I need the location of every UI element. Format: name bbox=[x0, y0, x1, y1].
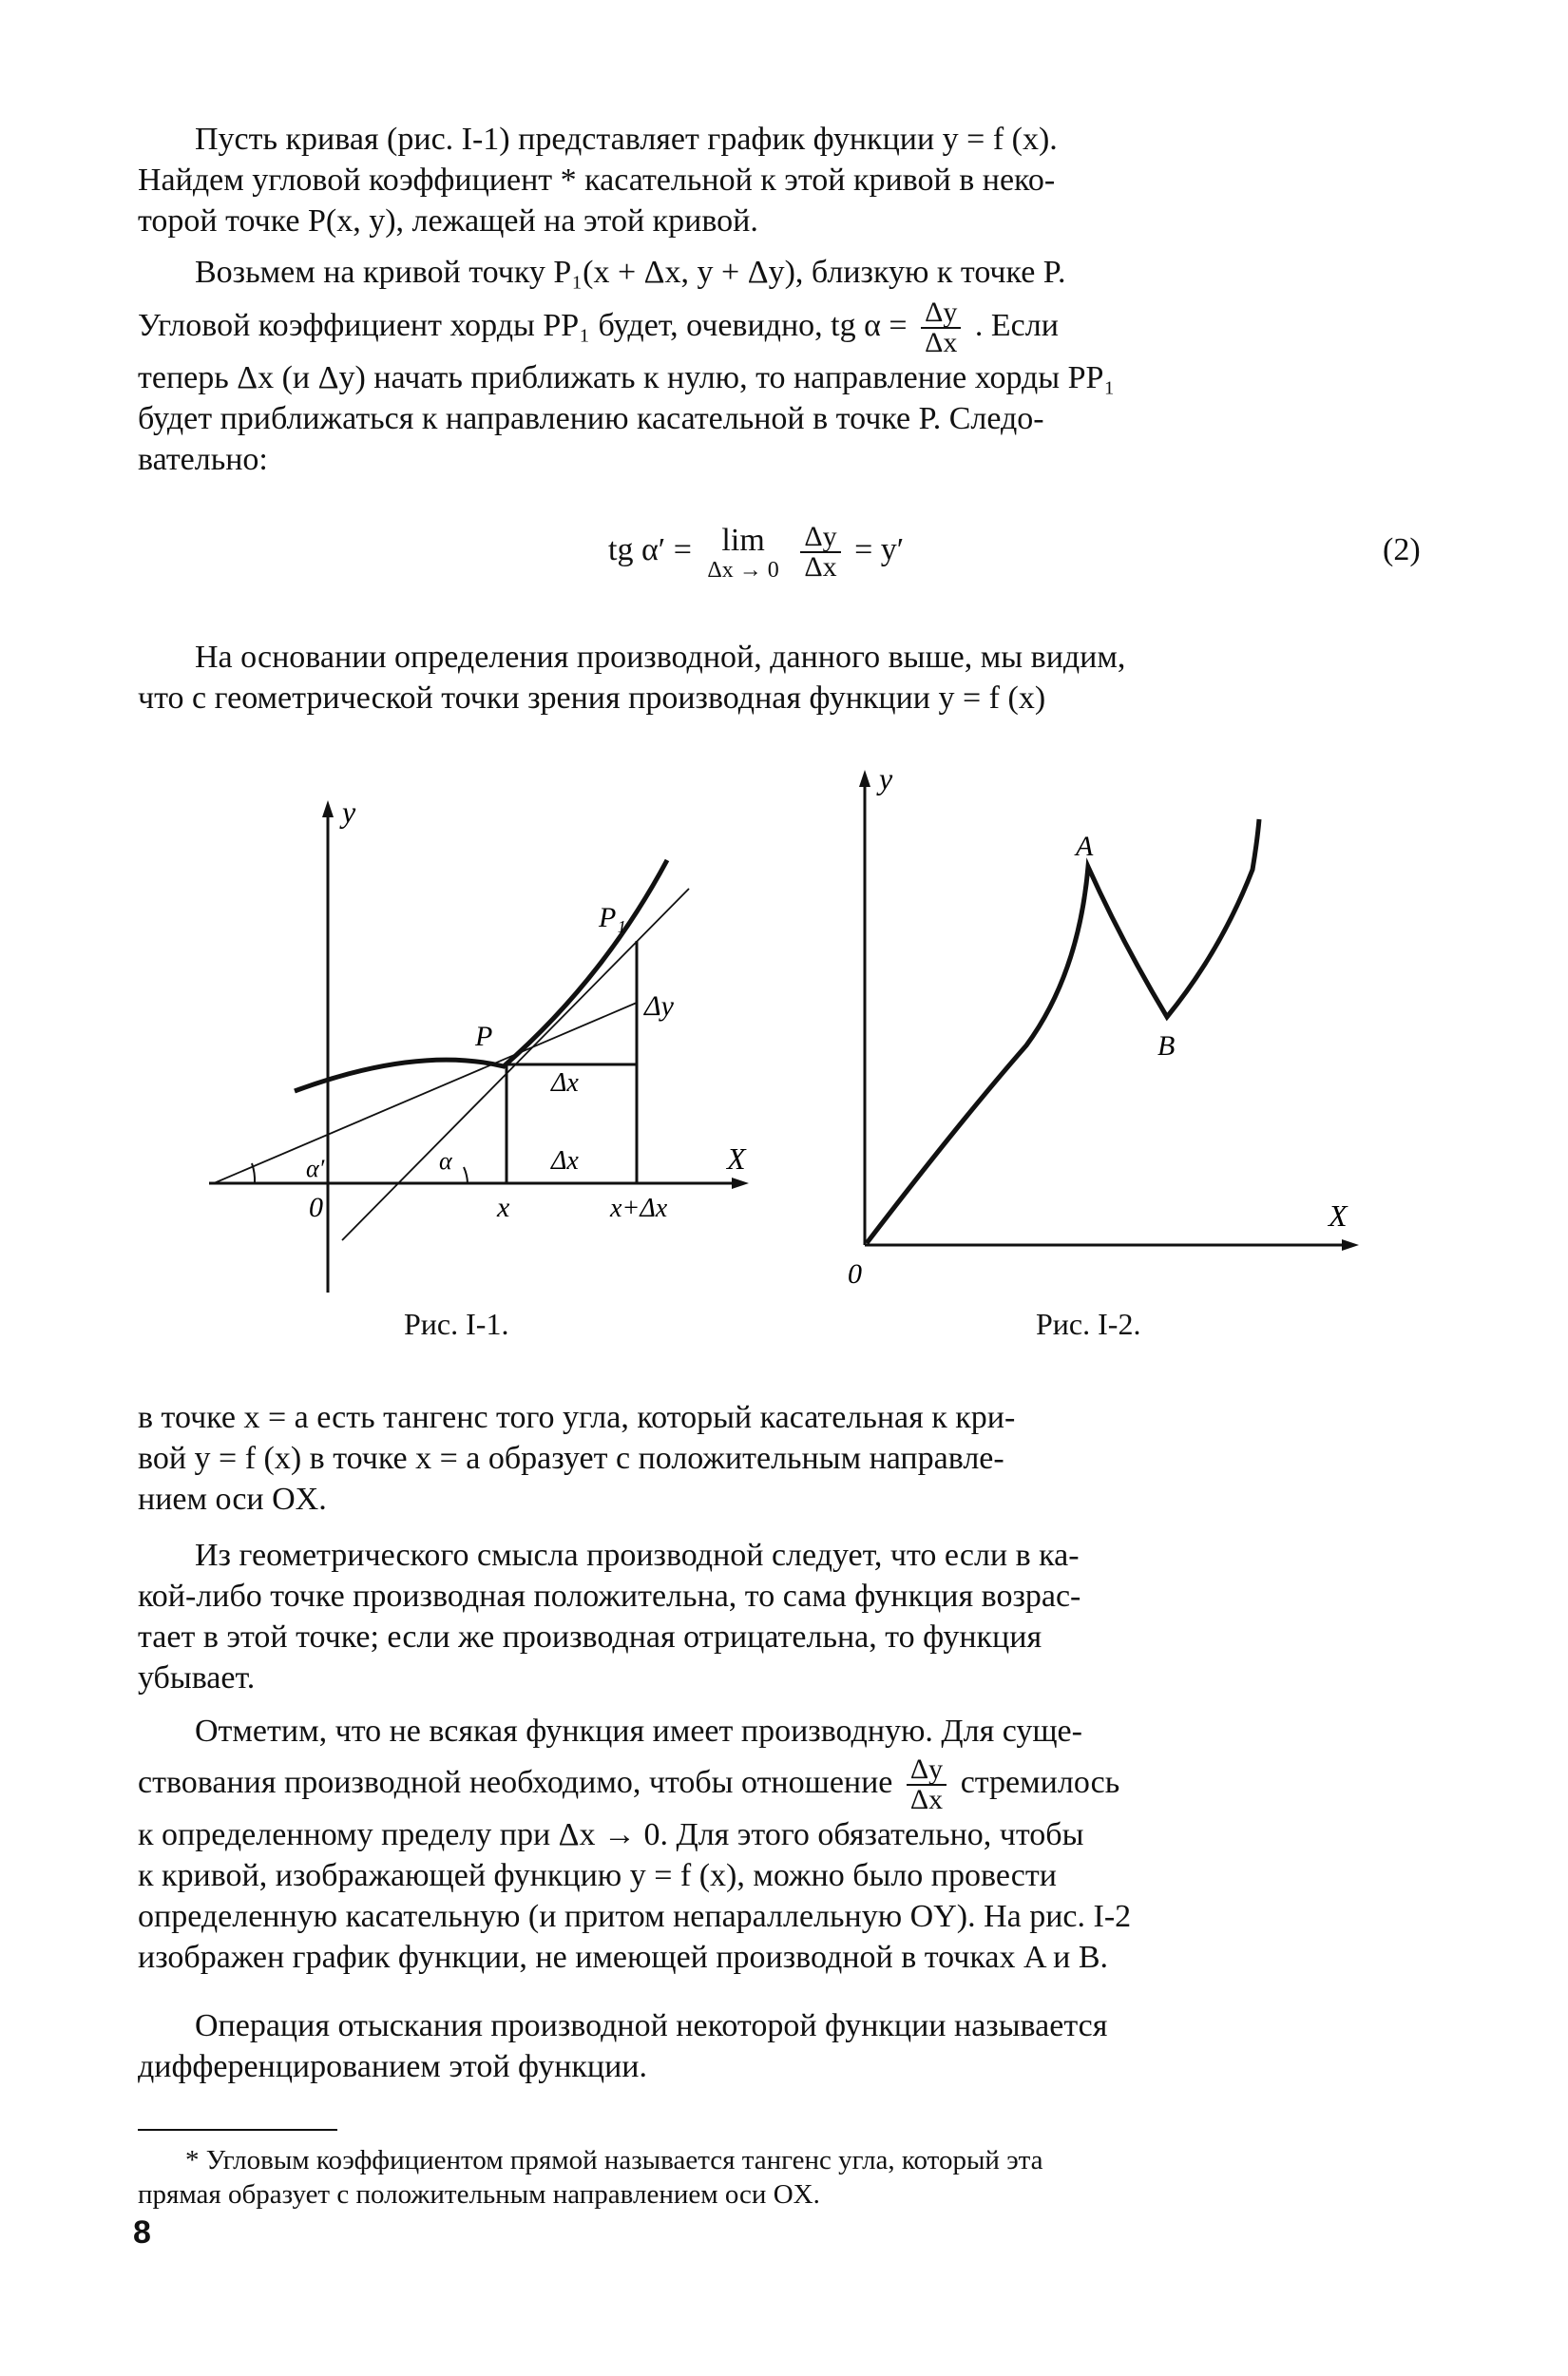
non-differentiable-curve bbox=[867, 819, 1259, 1243]
label-x-axis: X bbox=[1329, 1198, 1348, 1233]
y-axis-arrow-icon bbox=[859, 770, 870, 787]
limit-label: lim bbox=[721, 523, 765, 558]
text-line: к определенному пределу при Δx → 0. Для этого обязательно, чтобы bbox=[138, 1817, 1084, 1852]
text-line: На основании определения производной, данного выше, мы видим, bbox=[195, 640, 1126, 675]
text-line: Отметим, что не всякая функция имеет производную. Для суще- bbox=[195, 1714, 1082, 1749]
paragraph-2 bbox=[138, 252, 1435, 480]
paragraph-5 bbox=[138, 1535, 1435, 1698]
text-line-with-fraction bbox=[138, 1755, 1435, 1814]
text-line-with-fraction bbox=[138, 298, 1435, 357]
fraction-numerator: Δy bbox=[907, 1755, 947, 1786]
fraction-denominator: Δx bbox=[804, 551, 837, 583]
paragraph-4 bbox=[138, 1397, 1435, 1520]
label-a: A bbox=[1076, 831, 1094, 862]
paragraph-7 bbox=[138, 2005, 1435, 2087]
y-axis-arrow-icon bbox=[322, 800, 334, 817]
fraction-denominator: Δx bbox=[909, 1784, 944, 1815]
text-line: определенную касательную (и притом непараллельную OY). На рис. I-2 bbox=[138, 1899, 1132, 1934]
text-fragment: . Если bbox=[974, 307, 1059, 343]
label-dy: Δy bbox=[644, 990, 674, 1022]
fraction-numerator: Δy bbox=[800, 523, 840, 553]
label-origin: 0 bbox=[309, 1192, 323, 1223]
formula-2 bbox=[608, 523, 904, 582]
text-fragment: Угловой коэффициент хорды PP₁ будет, очевидно, tg α = bbox=[138, 307, 908, 343]
footnote-separator bbox=[138, 2129, 337, 2131]
text-fragment: ствования производной необходимо, чтобы отношение bbox=[138, 1764, 893, 1800]
fraction-dy-dx bbox=[800, 523, 840, 582]
label-origin: 0 bbox=[848, 1258, 862, 1290]
text-line: тает в этой точке; если же производная отрицательна, то функция bbox=[138, 1619, 1042, 1655]
text-line: нием оси OX. bbox=[138, 1482, 327, 1517]
text-line: вой y = f (x) в точке x = a образует с положительным направле- bbox=[138, 1441, 1004, 1476]
text-line: Операция отыскания производной некоторой функции называется bbox=[195, 2008, 1108, 2043]
paragraph-3 bbox=[138, 637, 1435, 719]
text-line: изображен график функции, не имеющей производной в точках A и B. bbox=[138, 1940, 1109, 1975]
figure-1-caption: Рис. I-1. bbox=[404, 1307, 509, 1341]
footnote-line: прямая образует с положительным направлением оси OX. bbox=[138, 2179, 820, 2210]
text-line: что с геометрической точки зрения производная функции y = f (x) bbox=[138, 680, 1046, 716]
label-p: P bbox=[475, 1021, 493, 1052]
text-line: будет приближаться к направлению касательной в точке P. Следо- bbox=[138, 401, 1044, 436]
formula-rhs: = y′ bbox=[854, 531, 905, 567]
angle-arc-alpha bbox=[464, 1167, 468, 1183]
text-line: дифференцированием этой функции. bbox=[138, 2049, 647, 2084]
figure-2 bbox=[836, 760, 1368, 1293]
label-y: y bbox=[342, 798, 356, 829]
label-x-plus-dx: x+Δx bbox=[610, 1194, 668, 1223]
label-dx-lower: Δx bbox=[551, 1146, 579, 1176]
label-b: B bbox=[1157, 1030, 1176, 1062]
figure-1 bbox=[200, 798, 770, 1293]
label-alpha-prime: α′ bbox=[306, 1155, 325, 1182]
page-number: 8 bbox=[133, 2214, 151, 2251]
text-line: Возьмем на кривой точку P₁(x + Δx, y + Δy), близкую к точке P. bbox=[195, 255, 1066, 290]
text-line: в точке x = a есть тангенс того угла, который касательная к кри- bbox=[138, 1400, 1016, 1435]
footnote-line: * Угловым коэффициентом прямой называется тангенс угла, который эта bbox=[185, 2145, 1043, 2175]
x-axis-arrow-icon bbox=[1342, 1239, 1359, 1251]
text-fragment: стремилось bbox=[960, 1764, 1120, 1800]
label-y: y bbox=[879, 761, 893, 795]
label-dx-upper: Δx bbox=[551, 1068, 579, 1098]
fraction-dy-dx bbox=[907, 1755, 947, 1814]
text-line: убывает. bbox=[138, 1660, 256, 1696]
limit-operator bbox=[707, 523, 778, 582]
text-line: теперь Δx (и Δy) начать приближать к нулю, то направление хорды PP₁ bbox=[138, 360, 1116, 395]
figure-2-caption: Рис. I-2. bbox=[1036, 1307, 1141, 1341]
text-line: Пусть кривая (рис. I-1) представляет график функции y = f (x). bbox=[195, 122, 1058, 157]
function-curve bbox=[295, 860, 667, 1091]
label-x-axis: X bbox=[727, 1141, 746, 1176]
text-line: вательно: bbox=[138, 442, 268, 477]
limit-subscript: Δx → 0 bbox=[707, 558, 779, 583]
paragraph-6 bbox=[138, 1711, 1435, 1978]
formula-lhs: tg α′ = bbox=[608, 531, 692, 567]
x-axis-arrow-icon bbox=[732, 1178, 749, 1189]
text-line: Из геометрического смысла производной следует, что если в ка- bbox=[195, 1538, 1080, 1573]
text-line: к кривой, изображающей функцию y = f (x), можно было провести bbox=[138, 1858, 1057, 1893]
equation-number: (2) bbox=[1383, 532, 1421, 567]
label-alpha: α bbox=[439, 1147, 452, 1175]
text-line: Найдем угловой коэффициент * касательной к этой кривой в неко- bbox=[138, 163, 1056, 198]
label-p1: P₁ bbox=[599, 902, 626, 933]
label-x: x bbox=[497, 1192, 510, 1223]
paragraph-1 bbox=[138, 119, 1435, 241]
fraction-denominator: Δx bbox=[925, 327, 958, 358]
footnote bbox=[138, 2143, 1435, 2212]
text-line: кой-либо точке производная положительна, то сама функция возрас- bbox=[138, 1579, 1081, 1614]
fraction-dy-dx bbox=[921, 298, 961, 357]
fraction-numerator: Δy bbox=[921, 298, 961, 329]
text-line: торой точке P(x, y), лежащей на этой кривой. bbox=[138, 203, 758, 239]
